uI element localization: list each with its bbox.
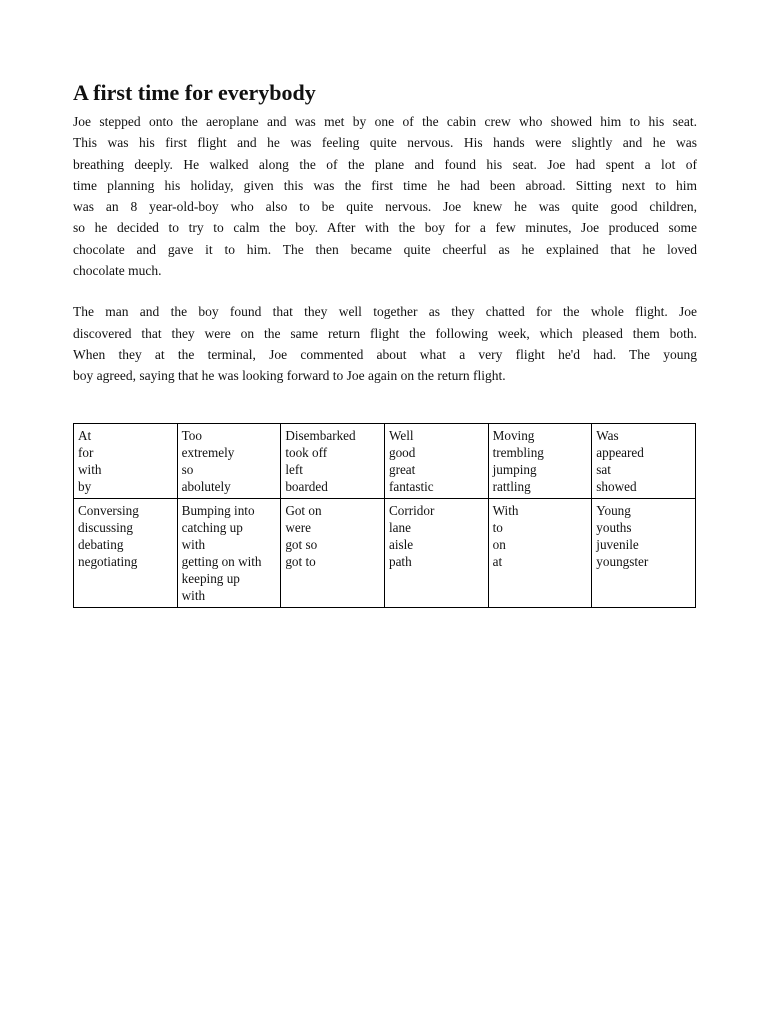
word-option: showed xyxy=(596,479,637,494)
word-option: boarded xyxy=(285,479,328,494)
text-line: breathing deeply. He walked along the of the plane and found his seat. Joe had spent a lot of xyxy=(73,156,697,172)
word-option: Young xyxy=(596,503,631,518)
table-cell xyxy=(74,499,178,608)
word-option: abolutely xyxy=(181,479,231,494)
table-cell xyxy=(177,499,281,608)
text-line: Joe stepped onto the aeroplane and was met by one of the cabin crew who showed him to his seat. xyxy=(73,114,697,129)
word-option: good xyxy=(388,445,416,460)
table-cell xyxy=(281,424,385,499)
word-option: left xyxy=(285,462,303,477)
word-option: path xyxy=(388,554,412,569)
word-option: with xyxy=(78,462,102,477)
table-row xyxy=(74,499,696,608)
table-row xyxy=(74,424,696,499)
word-option: youths xyxy=(596,520,632,535)
word-option: Bumping into xyxy=(181,503,255,518)
word-option: With xyxy=(492,503,519,518)
word-option: on xyxy=(492,537,506,552)
word-option: Disembarked xyxy=(285,428,356,443)
word-option: fantastic xyxy=(388,479,434,494)
word-option: At xyxy=(78,428,92,443)
text-line: so he decided to try to calm the boy. After with the boy for a few minutes, Joe produced some xyxy=(73,220,697,236)
word-option: debating xyxy=(78,537,124,552)
word-option: jumping xyxy=(492,462,537,477)
word-option: youngster xyxy=(596,554,649,569)
word-option: so xyxy=(181,462,194,477)
text-line: boy agreed, saying that he was looking forward to Joe again on the return flight. xyxy=(73,368,506,384)
word-option: Was xyxy=(596,428,619,443)
word-option: Conversing xyxy=(78,503,139,518)
table-cell xyxy=(488,424,592,499)
word-options-table xyxy=(73,423,696,608)
table-cell xyxy=(384,499,488,608)
word-option: negotiating xyxy=(78,554,138,569)
text-line: was an 8 year-old-boy who also to be quite nervous. Joe knew he was quite good children, xyxy=(73,199,697,215)
word-option: keeping up xyxy=(181,571,240,586)
word-option: juvenile xyxy=(596,537,639,552)
table-cell xyxy=(592,424,696,499)
word-option: at xyxy=(492,554,503,569)
word-option: extremely xyxy=(181,445,235,460)
document-title: A first time for everybody xyxy=(73,80,316,105)
table-cell xyxy=(177,424,281,499)
table-cell xyxy=(281,499,385,608)
word-option: getting on with xyxy=(181,554,262,569)
text-line: chocolate and gave it to him. The then became quite cheerful as he explained that he loved xyxy=(73,241,697,257)
word-option: great xyxy=(388,462,416,477)
paragraph-1 xyxy=(73,111,697,281)
word-option: catching up xyxy=(181,520,243,535)
word-option: with xyxy=(181,537,206,552)
text-line: This was his first flight and he was feeling quite nervous. His hands were slightly and he was xyxy=(73,135,697,151)
word-option: by xyxy=(78,479,92,494)
word-option: got to xyxy=(285,554,316,569)
table-cell xyxy=(592,499,696,608)
word-option: took off xyxy=(285,445,328,460)
paragraph-2 xyxy=(73,301,697,386)
word-option: got so xyxy=(285,537,318,552)
text-line: time planning his holiday, given this was the first time he had been abroad. Sitting next to him xyxy=(73,177,697,193)
word-option: sat xyxy=(596,462,611,477)
document-page xyxy=(73,78,697,387)
table-cell xyxy=(488,499,592,608)
text-line: The man and the boy found that they well together as they chatted for the whole flight. Joe xyxy=(73,304,697,320)
text-line: chocolate much. xyxy=(73,263,162,279)
word-option: were xyxy=(285,520,311,535)
word-option: Got on xyxy=(285,503,322,518)
word-option: lane xyxy=(388,520,411,535)
word-option: to xyxy=(492,520,503,535)
word-option: with xyxy=(181,588,206,603)
text-line: When they at the terminal, Joe commented about what a very flight he'd had. The young xyxy=(73,346,697,362)
word-option: Well xyxy=(388,428,414,443)
word-option: Moving xyxy=(492,428,535,443)
table-cell xyxy=(384,424,488,499)
text-line: discovered that they were on the same return flight the following week, which pleased them both. xyxy=(73,325,697,341)
word-option: appeared xyxy=(596,445,644,460)
word-option: rattling xyxy=(492,479,531,494)
table-cell xyxy=(74,424,178,499)
word-option: Corridor xyxy=(388,503,435,518)
word-option: aisle xyxy=(388,537,414,552)
word-option: Too xyxy=(181,428,202,443)
word-option: trembling xyxy=(492,445,544,460)
word-option: for xyxy=(78,445,94,460)
word-option: discussing xyxy=(78,520,133,535)
